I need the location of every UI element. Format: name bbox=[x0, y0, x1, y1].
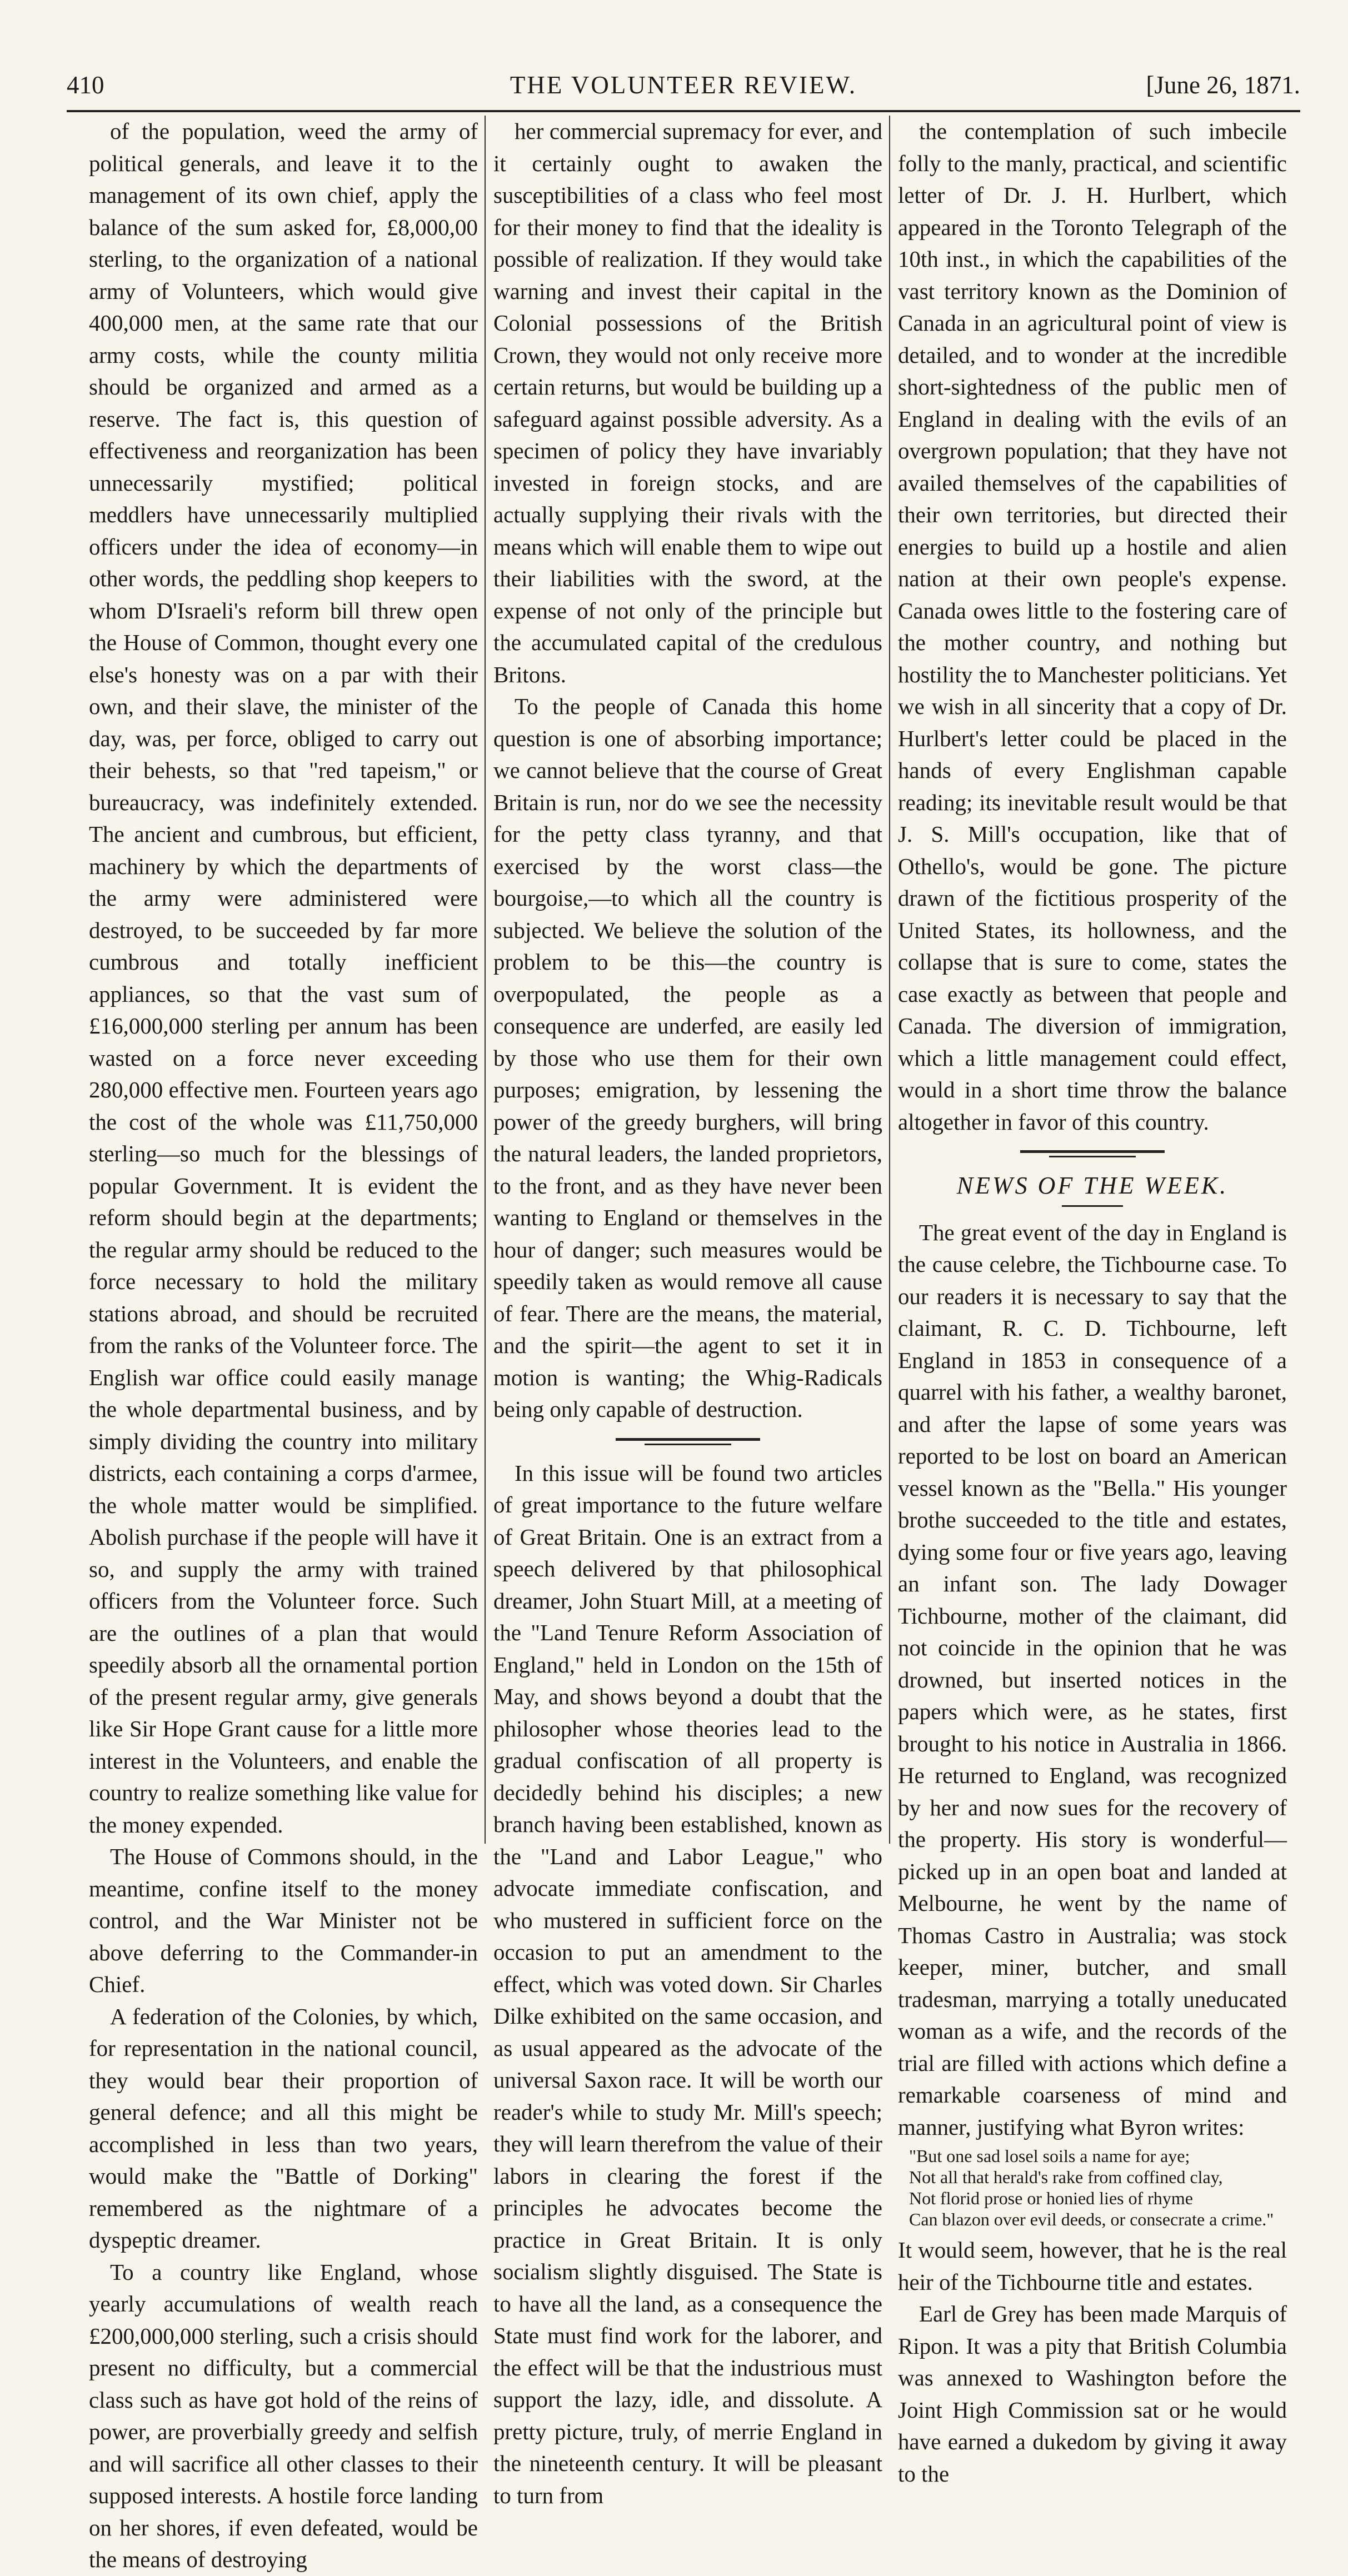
paragraph: To the people of Canada this home question is one of absorbing importance; we cannot believe that the course of Great Britain is run, nor do we see the necessity for the petty class tyranny, and that exercised by the worst class—the bourgoise,—to which all the country is subjected. We believe the solution of the problem to be this—the country is overpopulated, the people as a consequence are underfed, are easily led by those who use them for their own purposes; emigration, by lessening the power of the greedy burghers, will bring the natural leaders, the landed proprietors, to the front, and as they have never been wanting to England or themselves in the hour of danger; such measures would be speedily taken as would remove all cause of fear. There are the means, the material, and the spirit—the agent to set it in motion is wanting; the Whig-Radicals being only capable of destruction. bbox=[493, 693, 882, 1422]
paragraph: of the population, weed the army of political generals, and leave it to the management of its own chief, apply the balance of the sum asked for, £8,000,00 sterling, to the organization of a national army of Volunteers, which would give 400,000 men, at the same rate that our army costs, while the county militia should be organized and armed as a reserve. The fact is, this question of effectiveness and reorganization has been unnecessarily mystified; political meddlers have unnecessarily multiplied officers under the idea of economy—in other words, the peddling shop keepers to whom D'Israeli's reform bill threw open the House of Common, thought every one else's honesty was on a par with their own, and their slave, the minister of the day, was, per force, obliged to carry out their behests, so that "red tapeism," or bureaucracy, was indefinitely extended. The ancient and cumbrous, but efficient, machinery by which the departments of the army were administered were destroyed, to be succeeded by far more cumbrous and totally inefficient appliances, so that the vast sum of £16,000,000 sterling per annum has been wasted on a force never exceeding 280,000 effective men. Fourteen years ago the cost of the whole was £11,750,000 sterling—so much for the blessings of popular Government. It is evident the reform should begin at the departments; the regular army should be reduced to the force necessary to hold the military stations abroad, and should be recruited from the ranks of the Volunteer force. The English war office could easily manage the whole departmental business, and by simply dividing the country into military districts, each containing a corps d'armee, the whole matter would be simplified. Abolish purchase if the people will have it so, and supply the army with trained officers from the Volunteer force. Such are the outlines of a plan that would speedily absorb all the ornamental portion of the present regular army, give generals like Sir Hope Grant cause for a little more interest in the Volunteers, and enable the country to realize something like value for the money expended. bbox=[89, 118, 478, 1838]
header-rule bbox=[67, 110, 1300, 112]
paragraph: the contemplation of such imbecile folly to the manly, practical, and scientific letter of Dr. J. H. Hurlbert, which appeared in the Toronto Telegraph of the 10th inst., in which the capabilities of the vast territory known as the Dominion of Canada in an agricultural point of view is detailed, and to wonder at the incredible short-sightedness of the public men of England in dealing with the evils of an overgrown population; that they have not availed themselves of the capabilities of their own territories, but directed their energies to build up a hostile and alien nation at their own people's expense. Canada owes little to the fostering care of the mother country, and nothing but hostility the to Manchester politicians. Yet we wish in all sincerity that a copy of Dr. Hurlbert's letter could be placed in the hands of every Englishman capable reading; its inevitable result would be that J. S. Mill's occupation, like that of Othello's, would be gone. The picture drawn of the fictitious prosperity of the United States, its hollowness, and the collapse that is sure to come, states the case exactly as between that people and Canada. The diversion of immigration, which a little management could effect, would in a short time throw the balance altogether in favor of this country. bbox=[898, 118, 1287, 1135]
column-divider bbox=[485, 116, 486, 1844]
publication-title: THE VOLUNTEER REVIEW. bbox=[510, 71, 857, 99]
column-3 bbox=[898, 116, 1287, 2487]
paragraph: The great event of the day in England is the cause celebre, the Tichbourne case. To our readers it is necessary to say that the claimant, R. C. D. Tichbourne, left England in 1853 in consequence of a quarrel with his father, a wealthy baronet, and after the lapse of some years was reported to be lost on board an American vessel known as the "Bella." His younger brothe succeeded to the title and estates, dying some four or five years ago, leaving an infant son. The lady Dowager Tichbourne, mother of the claimant, did not coincide in the opinion that he was drowned, but inserted notices in the papers which were, as he states, first brought to his notice in Australia in 1866. He returned to England, was recognized by her and now sues for the recovery of the property. His story is wonderful—picked up in an open boat and landed at Melbourne, he went by the name of Thomas Castro in Australia; was stock keeper, miner, butcher, and small tradesman, marrying a totally uneducated woman as a wife, and the records of the trial are filled with actions which define a remarkable coarseness of mind and manner, justifying what Byron writes: bbox=[898, 1219, 1287, 2140]
heading-rule bbox=[1062, 1205, 1123, 1207]
column-2 bbox=[493, 116, 882, 2508]
paragraph: her commercial supremacy for ever, and it certainly ought to awaken the susceptibilities of a class who feel most for their money to find that the ideality is possible of realization. If they would take warning and invest their capital in the Colonial possessions of the British Crown, they would not only receive more certain returns, but would be building up a safeguard against possible adversity. As a specimen of policy they have invariably invested in foreign stocks, and are actually supplying their rivals with the means which will enable them to wipe out their liabilities with the sword, at the expense of not only of the principle but the accumulated capital of the credulous Britons. bbox=[493, 118, 882, 687]
page-header bbox=[67, 66, 1300, 104]
paragraph: The House of Commons should, in the meantime, confine itself to the money control, and the War Minister not be above deferring to the Commander-in Chief. bbox=[89, 1844, 478, 1997]
verse-line: Not florid prose or honied lies of rhyme bbox=[909, 2188, 1193, 2208]
verse-line: Can blazon over evil deeds, or consecrate a crime." bbox=[909, 2209, 1274, 2229]
verse-line: "But one sad losel soils a name for aye; bbox=[909, 2146, 1190, 2166]
section-divider bbox=[616, 1438, 760, 1445]
issue-date: [June 26, 1871. bbox=[1146, 71, 1300, 99]
section-divider bbox=[1020, 1150, 1165, 1157]
news-heading: NEWS OF THE WEEK. bbox=[956, 1172, 1229, 1199]
paragraph: In this issue will be found two articles of great importance to the future welfare of Great Britain. One is an extract from a speech delivered by that philosophical dreamer, John Stuart Mill, at a meeting of the "Land Tenure Reform Association of England," held in London on the 15th of May, and shows beyond a doubt that the philosopher whose theories lead to the gradual confiscation of all property is decidedly behind his disciples; a new branch having been established, known as the "Land and Labor League," who advocate immediate confiscation, and who mustered in sufficient force on the occasion to put an amendment to the effect, which was voted down. Sir Charles Dilke exhibited on the same occasion, and as usual appeared as the advocate of the universal Saxon race. It will be worth our reader's while to study Mr. Mill's speech; they will learn therefrom the value of their labors in clearing the forest if the principles he advocates become the practice in Great Britain. It is only socialism slightly disguised. The State is to have all the land, as a consequence the State must find work for the laborer, and the effect will be that the industrious must support the lazy, idle, and dissolute. A pretty picture, truly, of merrie England in the nineteenth century. It will be pleasant to turn from bbox=[493, 1460, 882, 2508]
byron-quote bbox=[909, 2145, 1287, 2230]
page-number: 410 bbox=[67, 71, 104, 99]
column-divider bbox=[889, 116, 890, 1844]
column-1 bbox=[89, 116, 478, 2572]
paragraph: A federation of the Colonies, by which, for representation in the national council, they would bear their proportion of general defence; and all this might be accomplished in less than two years, would make the "Battle of Dorking" remembered as the nightmare of a dyspeptic dreamer. bbox=[89, 2003, 478, 2253]
paragraph: It would seem, however, that he is the real heir of the Tichbourne title and estates. bbox=[898, 2237, 1287, 2295]
paragraph: To a country like England, whose yearly accumulations of wealth reach £200,000,000 sterling, such a crisis should present no difficulty, but a commercial class such as have got hold of the reins of power, are proverbially greedy and selfish and will sacrifice all other classes to their supposed interests. A hostile force landing on her shores, if even defeated, would be the means of destroying bbox=[89, 2259, 478, 2572]
paragraph: Earl de Grey has been made Marquis of Ripon. It was a pity that British Columbia was annexed to Washington before the Joint High Commission sat or he would have earned a dukedom by giving it away to the bbox=[898, 2301, 1287, 2487]
verse-line: Not all that herald's rake from coffined clay, bbox=[909, 2167, 1223, 2187]
